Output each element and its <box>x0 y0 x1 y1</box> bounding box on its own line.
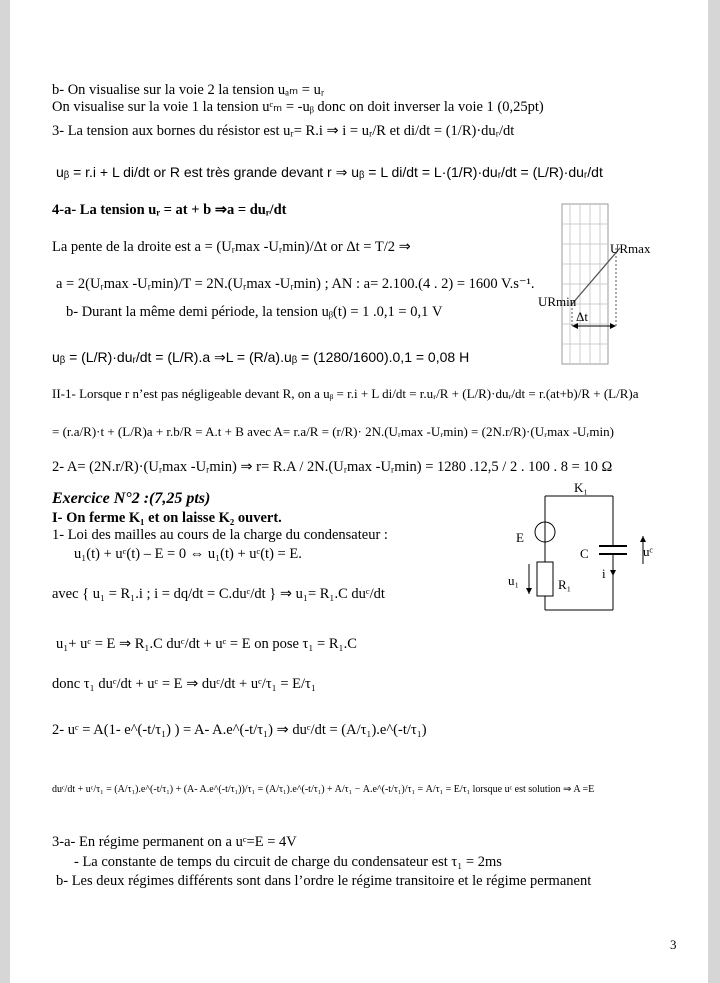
line-a-calc: a = 2(Uᵣmax -Uᵣmin)/T = 2N.(Uᵣmax -Uᵣmin) ; AN : a= 2.100.(4 . 2) = 1600 V.s⁻¹. <box>56 276 535 292</box>
circuit-label-uc: uᶜ <box>643 544 653 559</box>
line-r-calc: 2- A= (2N.r/R)·(Uᵣmax -Uᵣmin) ⇒ r= R.A / 2N.(Uᵣmax -Uᵣmin) = 1280 .12,5 / 2 . 100 . 8 = 10 Ω <box>52 459 613 475</box>
line-II-1: II-1- Lorsque r n’est pas négligeable devant R, on a uᵦ = r.i + L di/dt = r.uᵣ/R + (L/R)·duᵣ/dt = r.(at+b)/R + (L/R)a <box>52 386 639 401</box>
line-verification: duᶜ/dt + uᶜ/τ₁ = (A/τ₁).e^(-t/τ₁) + (A- A.e^(-t/τ₁))/τ₁ = (A/τ₁).e^(-t/τ₁) + A/τ₁ − A.e^(-t/τ₁)/τ₁ = A/τ₁ = E/τ₁ lorsque uᶜ est solution ⇒ A =E <box>52 784 595 795</box>
line-I-fermeture: I- On ferme K₁ et on laisse K₂ ouvert. <box>52 510 282 526</box>
circuit-label-k1: K₁ <box>574 480 588 495</box>
line-mailles-eq: u₁(t) + uᶜ(t) – E = 0 ⇔ u₁(t) + uᶜ(t) = E. <box>74 546 302 562</box>
line-b-regimes: b- Les deux régimes différents sont dans l’ordre le régime transitoire et le régime permanent <box>56 873 592 889</box>
document-page <box>10 0 708 983</box>
line-L-calc: uᵦ = (L/R)·duᵣ/dt = (L/R).a ⇒L = (R/a).uᵦ = (1280/1600).0,1 = 0,08 H <box>52 349 470 365</box>
line-q2-uc: 2- uᶜ = A(1- e^(-t/τ₁) ) = A- A.e^(-t/τ₁) ⇒ duᶜ/dt = (A/τ₁).e^(-t/τ₁) <box>52 722 427 738</box>
circuit-label-e: E <box>516 530 524 545</box>
circuit-label-i: i <box>602 566 606 581</box>
line-b-voie2: b- On visualise sur la voie 2 la tension uₐₘ = uᵣ <box>52 82 325 98</box>
line-voie1: On visualise sur la voie 1 la tension uᶜₘ = -uᵦ donc on doit inverser la voie 1 (0,25pt) <box>52 99 544 115</box>
line-ub-equation: uᵦ = r.i + L di/dt or R est très grande devant r ⇒ uᵦ = L di/dt = L·(1/R)·duᵣ/dt = (L/R)·duᵣ/dt <box>56 164 603 180</box>
graph-label-dt: Δt <box>576 309 588 324</box>
circuit-label-u1: u₁ <box>508 573 520 588</box>
exercise-title: Exercice N°2 :(7,25 pts) <box>52 490 211 507</box>
line-A-def: = (r.a/R)·t + (L/R)a + r.b/R = A.t + B avec A= r.a/R = (r/R)· 2N.(Uᵣmax -Uᵣmin) = (2N.r/R)·(Uᵣmax -Uᵣmin) <box>52 424 614 439</box>
graph-label-urmin: URmin <box>538 294 577 309</box>
graph-label-urmax: URmax <box>610 241 651 256</box>
line-3a-regime: 3-a- En régime permanent on a uᶜ=E = 4V <box>52 834 297 850</box>
line-constante-temps: - La constante de temps du circuit de charge du condensateur est τ₁ = 2ms <box>74 854 502 870</box>
line-b-demi-periode: b- Durant la même demi période, la tension uᵦ(t) = 1 .0,1 = 0,1 V <box>66 304 443 320</box>
circuit-label-r1: R₁ <box>558 577 572 592</box>
circuit-label-c: C <box>580 546 589 561</box>
page-number: 3 <box>670 937 677 952</box>
oscilloscope-graph <box>550 200 690 370</box>
line-donc: donc τ₁ duᶜ/dt + uᶜ = E ⇒ duᶜ/dt + uᶜ/τ₁ = E/τ₁ <box>52 676 316 692</box>
line-4a-tension: 4-a- La tension uᵣ = at + b ⇒a = duᵣ/dt <box>52 202 287 218</box>
line-pose-tau: u₁+ uᶜ = E ⇒ R₁.C duᶜ/dt + uᶜ = E on pose τ₁ = R₁.C <box>56 636 357 652</box>
line-pente: La pente de la droite est a = (Uᵣmax -Uᵣmin)/Δt or Δt = T/2 ⇒ <box>52 239 411 255</box>
line-avec: avec { u₁ = R₁.i ; i = dq/dt = C.duᶜ/dt } ⇒ u₁= R₁.C duᶜ/dt <box>52 586 385 602</box>
line-loi-mailles: 1- Loi des mailles au cours de la charge du condensateur : <box>52 527 388 543</box>
line-q3-resistor: 3- La tension aux bornes du résistor est uᵣ= R.i ⇒ i = uᵣ/R et di/dt = (1/R)·duᵣ/dt <box>52 123 515 139</box>
